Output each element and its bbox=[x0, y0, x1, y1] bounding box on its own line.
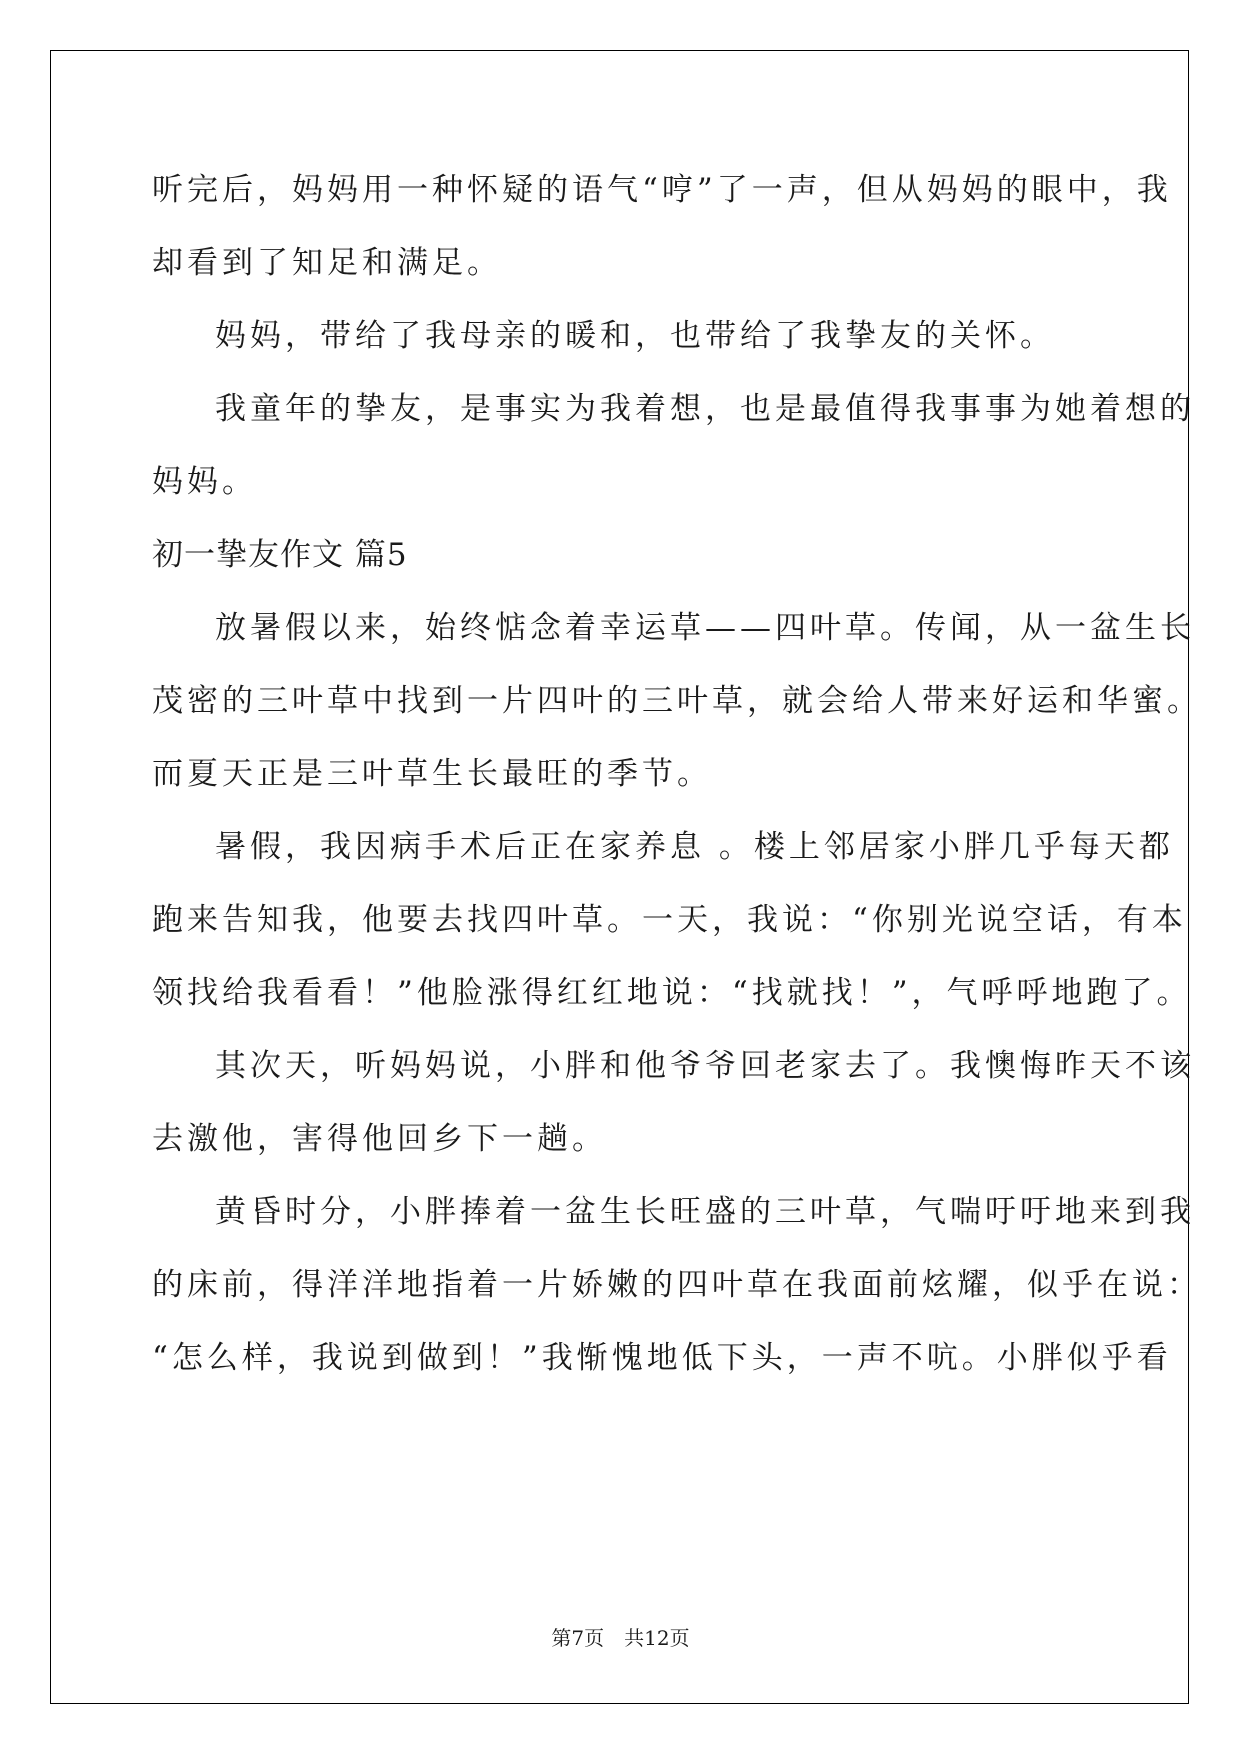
text-line: 领找给我看看！”他脸涨得红红地说：“找就找！”，气呼呼地跑了。 bbox=[152, 975, 1192, 1011]
section-heading: 初一挚友作文 篇5 bbox=[152, 537, 408, 573]
text-line: 的床前，得洋洋地指着一片娇嫩的四叶草在我面前炫耀，似乎在说： bbox=[152, 1267, 1202, 1303]
page-footer: 第7页 共12页 bbox=[551, 1626, 690, 1650]
text-line: 听完后，妈妈用一种怀疑的语气“哼”了一声，但从妈妈的眼中，我 bbox=[152, 172, 1172, 208]
text-line: 却看到了知足和满足。 bbox=[152, 245, 502, 281]
text-line: “怎么样，我说到做到！”我惭愧地低下头，一声不吭。小胖似乎看 bbox=[152, 1340, 1172, 1376]
text-line: 放暑假以来，始终惦念着幸运草——四叶草。传闻，从一盆生长 bbox=[215, 610, 1195, 646]
text-line: 而夏天正是三叶草生长最旺的季节。 bbox=[152, 756, 712, 792]
page-border bbox=[50, 50, 1189, 1704]
text-line: 我童年的挚友，是事实为我着想，也是最值得我事事为她着想的 bbox=[215, 391, 1195, 427]
text-line: 跑来告知我，他要去找四叶草。一天，我说：“你别光说空话，有本 bbox=[152, 902, 1187, 938]
text-line: 黄昏时分，小胖捧着一盆生长旺盛的三叶草，气喘吁吁地来到我 bbox=[215, 1194, 1195, 1230]
text-line: 妈妈。 bbox=[152, 464, 257, 500]
text-line: 去激他，害得他回乡下一趟。 bbox=[152, 1121, 607, 1157]
text-line: 其次天，听妈妈说，小胖和他爷爷回老家去了。我懊悔昨天不该 bbox=[215, 1048, 1195, 1084]
text-line: 暑假，我因病手术后正在家养息 。楼上邻居家小胖几乎每天都 bbox=[215, 829, 1174, 865]
text-line: 妈妈，带给了我母亲的暖和，也带给了我挚友的关怀。 bbox=[215, 318, 1055, 354]
text-line: 茂密的三叶草中找到一片四叶的三叶草，就会给人带来好运和华蜜。 bbox=[152, 683, 1202, 719]
